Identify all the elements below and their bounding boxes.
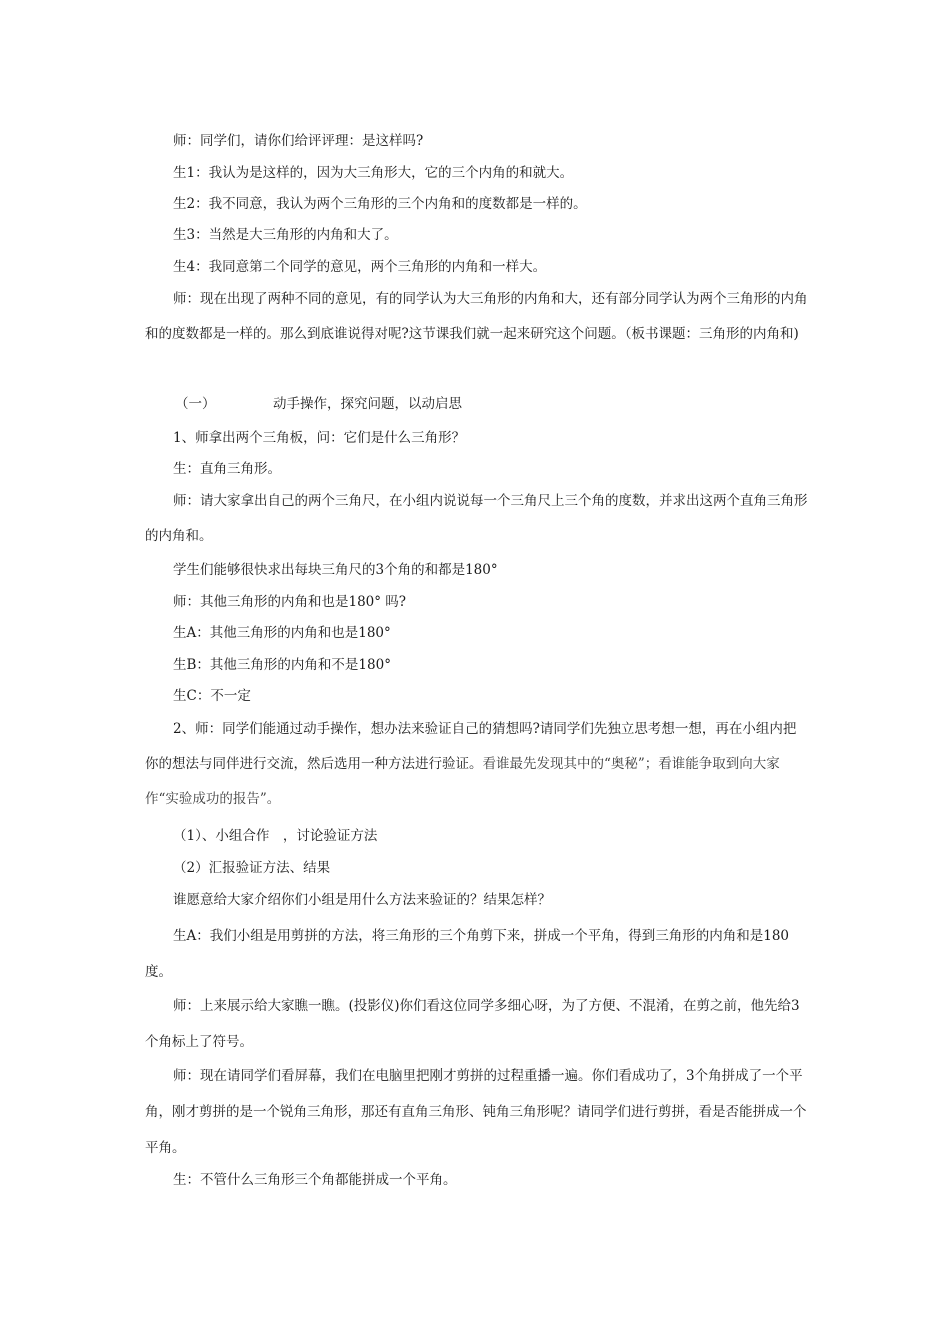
paragraph xyxy=(145,712,809,817)
text-line: 生A：其他三角形的内角和也是180° xyxy=(173,625,391,641)
section-title: 动手操作，探究问题，以动启思 xyxy=(273,396,462,412)
paragraph: 师：请大家拿出自己的两个三角尺，在小组内说说每一个三角尺上三个角的度数，并求出这两个直角三角形的内角和。 xyxy=(145,493,808,544)
text-line: 生3：当然是大三角形的内角和大了。 xyxy=(173,227,398,243)
paragraph-text: 2、师：同学们能通过动手操作，想办法来验证自己的猜想吗?请同学们先独立思考想一想，再在小组内把你的想法与同伴进行交流，然后选用一种方法进行验证。 xyxy=(145,721,797,772)
text-line: 生：不管什么三角形三个角都能拼成一个平角。 xyxy=(173,1172,457,1188)
text-line: 学生们能够很快求出每块三角尺的3个角的和都是180° xyxy=(173,562,498,578)
text-line: 生B：其他三角形的内角和不是180° xyxy=(173,657,391,673)
paragraph: 师：现在请同学们看屏幕，我们在电脑里把刚才剪拼的过程重播一遍。你们看成功了，3个角拼成了一个平角，刚才剪拼的是一个锐角三角形，那还有直角三角形、钝角三角形呢？请同学们进行剪拼，看是否能拼成一个平角。 xyxy=(145,1068,807,1156)
text-line: （1）、小组合作 ，讨论验证方法 xyxy=(173,828,378,844)
paragraph: 师：上来展示给大家瞧一瞧。(投影仪)你们看这位同学多细心呀，为了方便、不混淆，在剪之前，他先给3个角标上了符号。 xyxy=(145,998,800,1050)
text-line: 生2：我不同意，我认为两个三角形的三个内角和的度数都是一样的。 xyxy=(173,196,587,212)
text-line: 师：同学们，请你们给评评理：是这样吗? xyxy=(173,133,424,149)
text-line: 谁愿意给大家介绍你们小组是用什么方法来验证的？结果怎样？ xyxy=(173,892,551,908)
paragraph: 生A：我们小组是用剪拼的方法，将三角形的三个角剪下来，拼成一个平角，得到三角形的内角和是180度。 xyxy=(145,928,790,980)
text-line: （2）汇报验证方法、结果 xyxy=(173,860,331,876)
text-line: 生C：不一定 xyxy=(173,688,251,704)
section-number: （一） xyxy=(175,396,216,412)
text-line: 师：其他三角形的内角和也是180° 吗? xyxy=(173,594,407,610)
paragraph: 师：现在出现了两种不同的意见，有的同学认为大三角形的内角和大，还有部分同学认为两个三角形的内角和的度数都是一样的。那么到底谁说得对呢?这节课我们就一起来研究这个问题。（板书课题：三角形的内角和) xyxy=(145,291,808,342)
text-line: 生1：我认为是这样的，因为大三角形大，它的三个内角的和就大。 xyxy=(173,165,574,181)
text-line: 生：直角三角形。 xyxy=(173,461,281,477)
text-line: 生4：我同意第二个同学的意见，两个三角形的内角和一样大。 xyxy=(173,259,547,275)
text-line: 1、师拿出两个三角板，问：它们是什么三角形？ xyxy=(173,430,466,446)
paragraph-text: 看谁最先发现其中的“奥秘”；看谁能争取到向大家作“实验成功的报告”。 xyxy=(145,756,780,807)
